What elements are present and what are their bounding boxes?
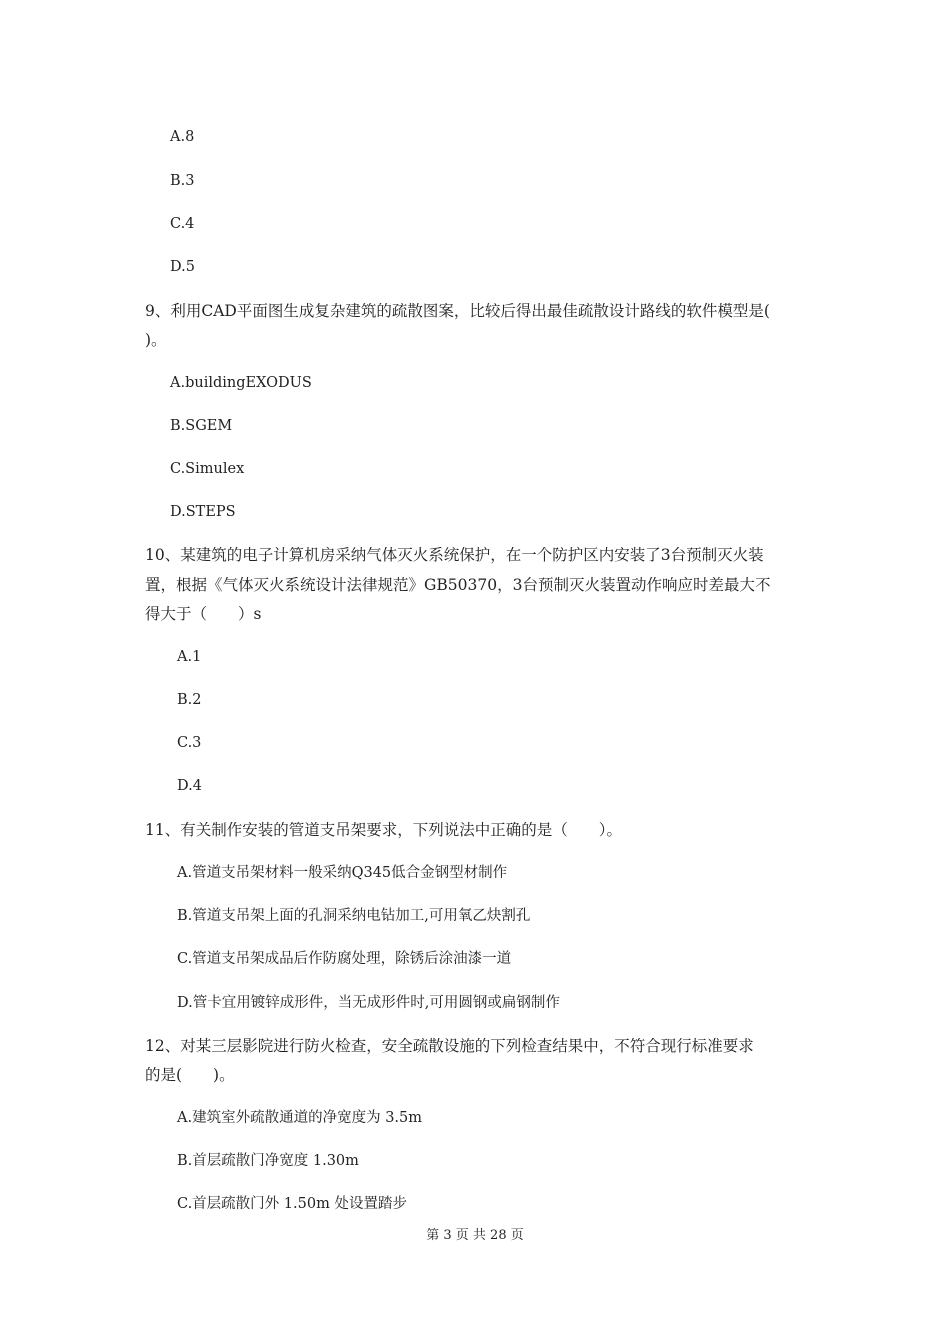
q8-option-b: B.3 — [170, 173, 195, 189]
q9-option-c: C.Simulex — [170, 461, 245, 477]
q10-text-line-3: 得大于（ ）s — [145, 605, 262, 623]
q8-option-c: C.4 — [170, 216, 195, 232]
q10-option-d: D.4 — [177, 778, 202, 794]
q12-option-c: C.首层疏散门外 1.50m 处设置踏步 — [177, 1196, 407, 1212]
page-number-footer: 第 3 页 共 28 页 — [426, 1228, 524, 1243]
q9-option-b: B.SGEM — [170, 418, 233, 434]
q11-text-line-1: 11、有关制作安装的管道支吊架要求，下列说法中正确的是（ ）。 — [145, 821, 622, 839]
q9-text-line-2: )。 — [145, 331, 167, 349]
q9-option-a: A.buildingEXODUS — [170, 375, 312, 391]
q11-option-a: A.管道支吊架材料一般采纳Q345低合金钢型材制作 — [177, 865, 508, 881]
q11-option-c: C.管道支吊架成品后作防腐处理，除锈后涂油漆一道 — [177, 951, 512, 967]
q9-option-d: D.STEPS — [170, 504, 236, 520]
q10-text-line-2: 置，根据《气体灭火系统设计法律规范》GB50370，3台预制灭火装置动作响应时差最大不 — [145, 576, 771, 594]
q8-option-a: A.8 — [170, 129, 195, 145]
q12-option-a: A.建筑室外疏散通道的净宽度为 3.5m — [177, 1110, 422, 1126]
q10-option-b: B.2 — [177, 692, 202, 708]
q10-option-a: A.1 — [177, 649, 202, 665]
q11-option-d: D.管卡宜用镀锌成形件，当无成形件时,可用圆钢或扁钢制作 — [177, 995, 560, 1011]
q12-option-b: B.首层疏散门净宽度 1.30m — [177, 1153, 359, 1169]
q12-text-line-1: 12、对某三层影院进行防火检查，安全疏散设施的下列检查结果中，不符合现行标准要求 — [145, 1037, 754, 1055]
q9-text-line-1: 9、利用CAD平面图生成复杂建筑的疏散图案，比较后得出最佳疏散设计路线的软件模型是( — [145, 302, 770, 320]
q10-text-line-1: 10、某建筑的电子计算机房采纳气体灭火系统保护，在一个防护区内安装了3台预制灭火装 — [145, 546, 764, 564]
q10-option-c: C.3 — [177, 735, 202, 751]
q8-option-d: D.5 — [170, 259, 195, 275]
q12-text-line-2: 的是( )。 — [145, 1066, 235, 1084]
q11-option-b: B.管道支吊架上面的孔洞采纳电钻加工,可用氧乙炔割孔 — [177, 908, 531, 924]
